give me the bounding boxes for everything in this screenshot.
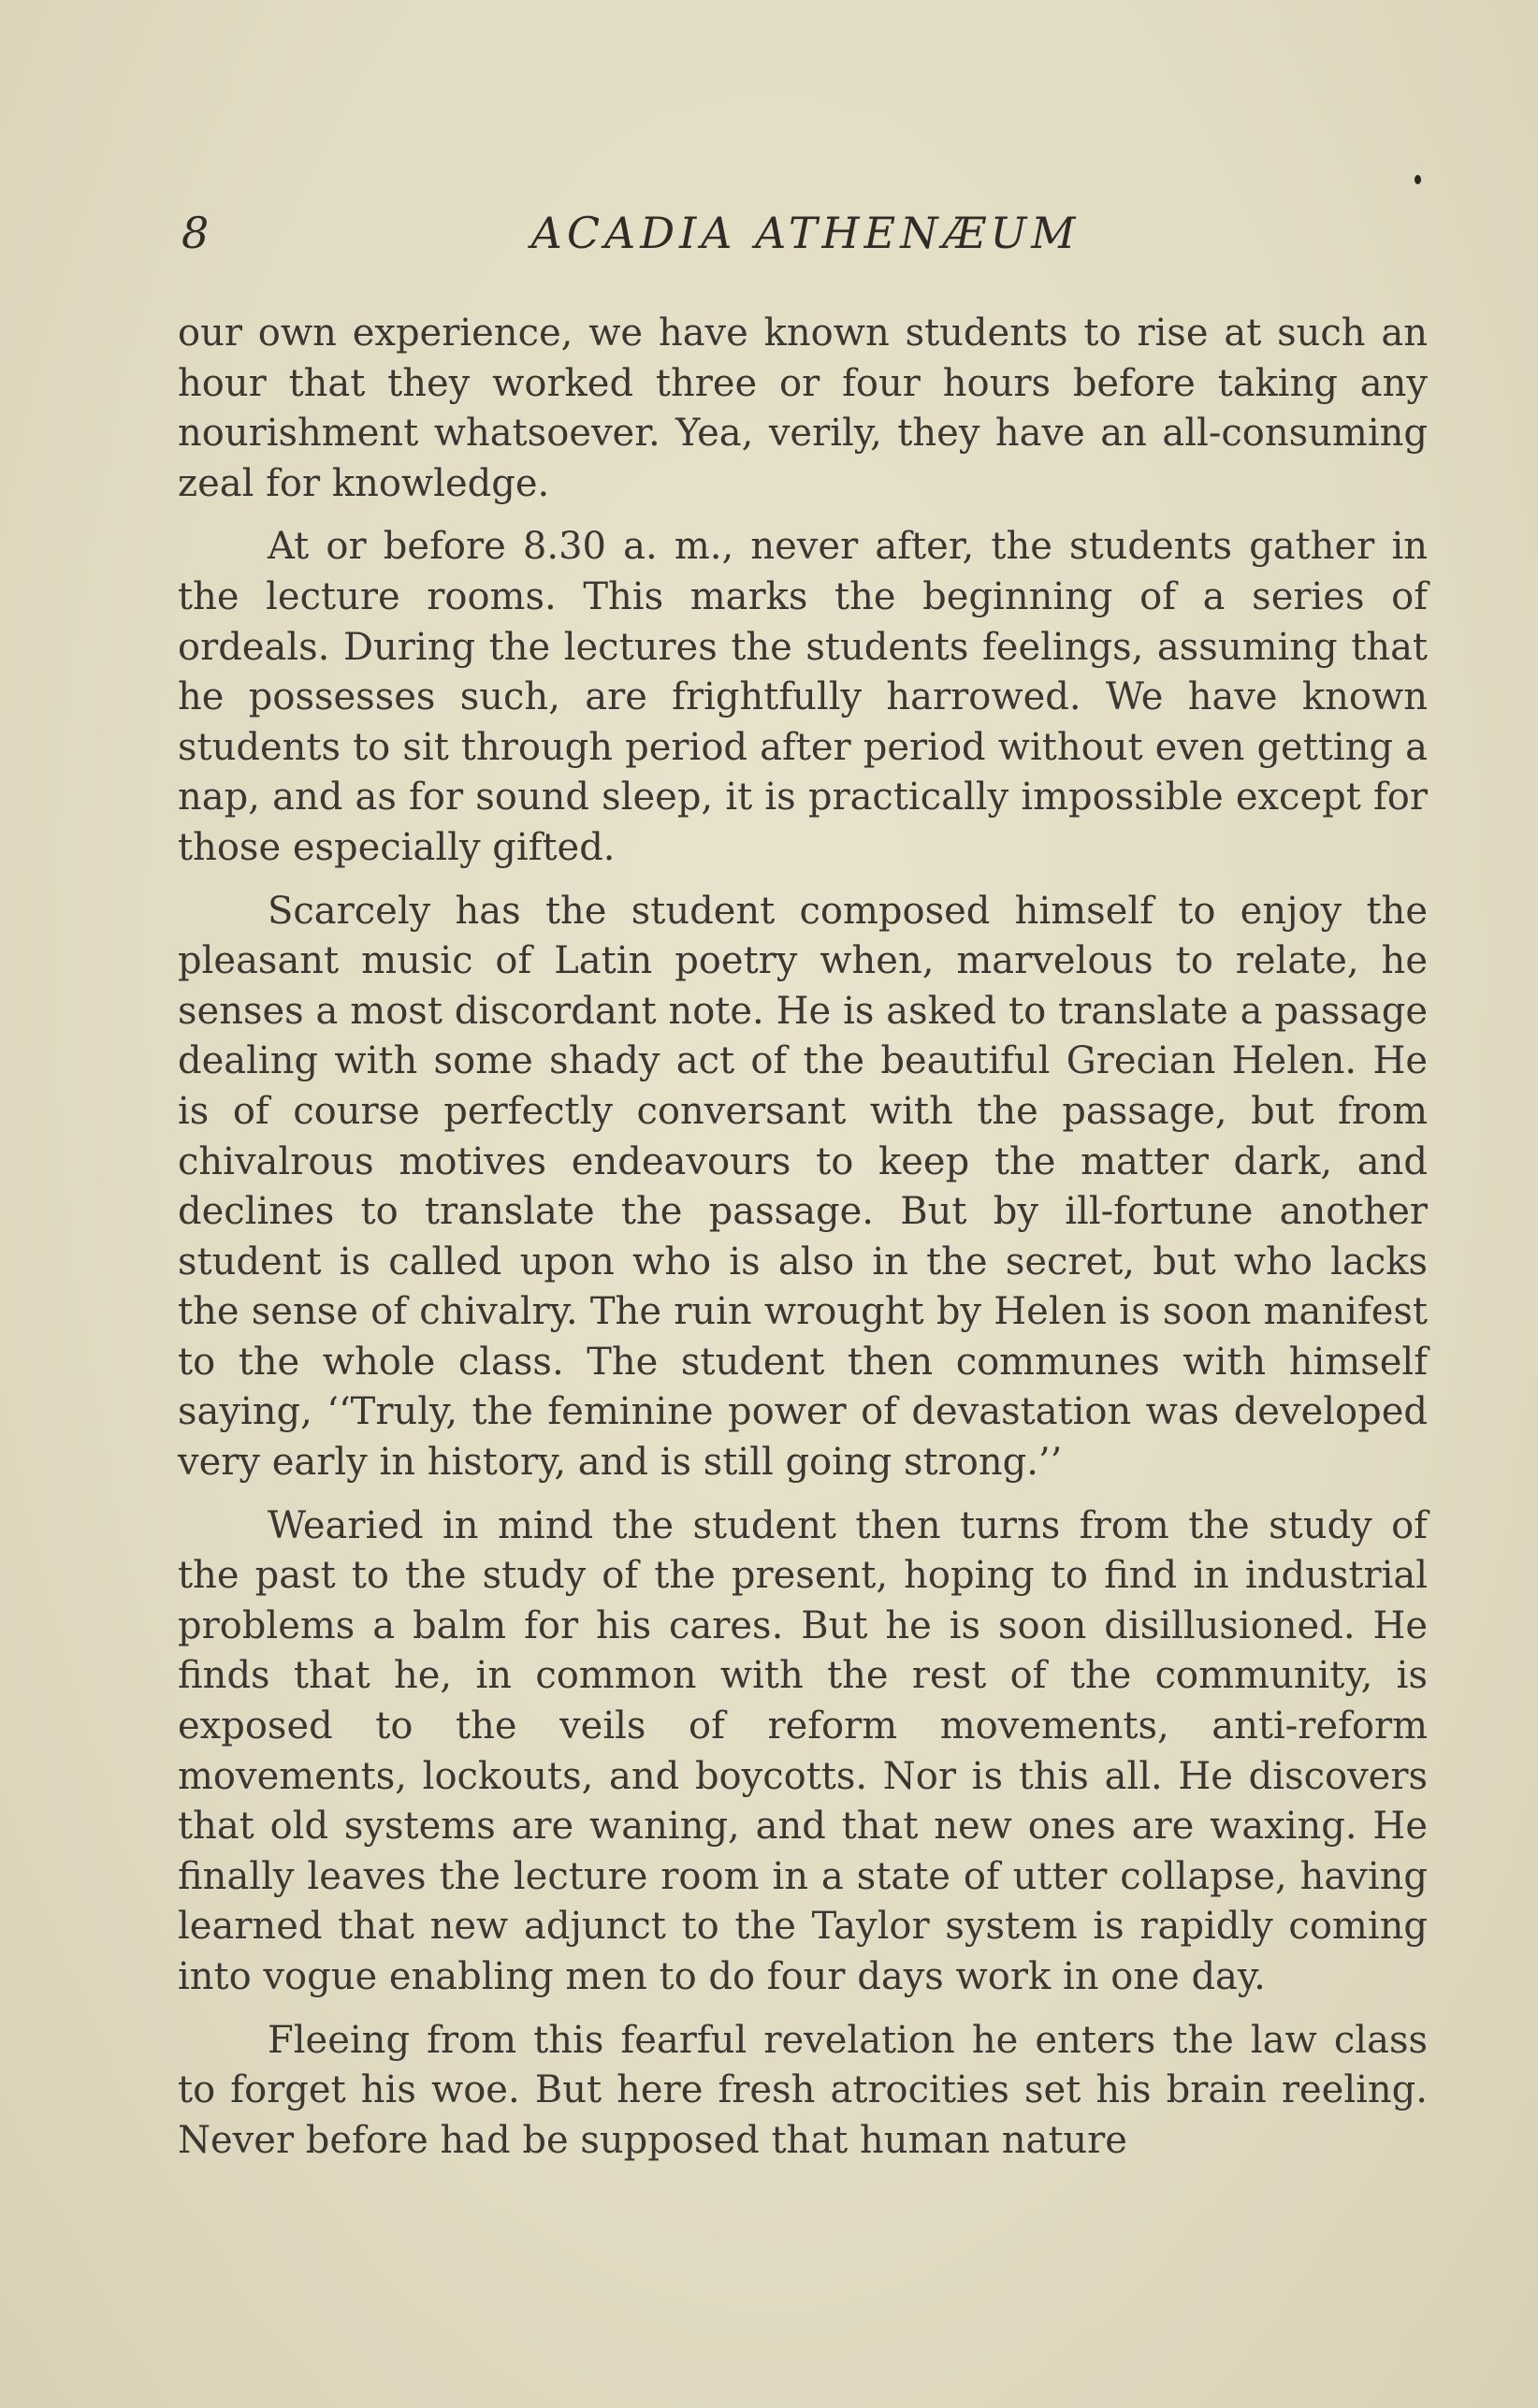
page-number: 8 xyxy=(181,208,210,258)
paragraph: Scarcely has the student composed himself to enjoy the pleasant music of Latin poetry when, marvelous to relate, he senses a most discordant note. He is asked to translate a passage dealing with some shady act of the beautiful Grecian Helen. He is of course perfectly conversant with the passage, but from chivalrous motives endeavours to keep the matter dark, and declines to translate the passage. But by ill-fortune another student is called upon who is also in the secret, but who lacks the sense of chivalry. The ruin wrought by Helen is soon manifest to the whole class. The student then communes with himself saying, ‘‘Truly, the feminine power of devastation was developed very early in history, and is still going strong.’’ xyxy=(178,889,1428,1485)
running-head: ACADIA ATHENÆUM xyxy=(530,208,1081,258)
ink-speck xyxy=(1415,175,1421,184)
paragraph: Wearied in mind the student then turns from the study of the past to the study of the present, hoping to find in industrial problems a balm for his cares. But he is soon disillusioned. He finds that he, in common with the rest of the community, is exposed to the veils of reform movements, anti-reform movements, lockouts, and boycotts. Nor is this all. He discovers that old systems are waning, and that new ones are waxing. He finally leaves the lecture room in a state of utter collapse, having learned that new adjunct to the Taylor system is rapidly coming into vogue enabling men to do four days work in one day. xyxy=(178,1503,1428,1998)
body-text xyxy=(178,309,1428,2179)
paragraph: our own experience, we have known students to rise at such an hour that they worked three or four hours before taking any nourishment whatsoever. Yea, verily, they have an all-consuming zeal for knowledge. xyxy=(178,312,1428,505)
paragraph: Fleeing from this fearful revelation he enters the law class to forget his woe. But here fresh atrocities set his brain reeling. Never before had be supposed that human nature xyxy=(178,2018,1428,2162)
paragraph: At or before 8.30 a. m., never after, the students gather in the lecture rooms. This marks the beginning of a series of ordeals. During the lectures the students feelings, assuming that he possesses such, are frightfully harrowed. We have known students to sit through period after period without even getting a nap, and as for sound sleep, it is practically impossible except for those especially gifted. xyxy=(178,525,1428,869)
page-header xyxy=(180,208,1431,273)
